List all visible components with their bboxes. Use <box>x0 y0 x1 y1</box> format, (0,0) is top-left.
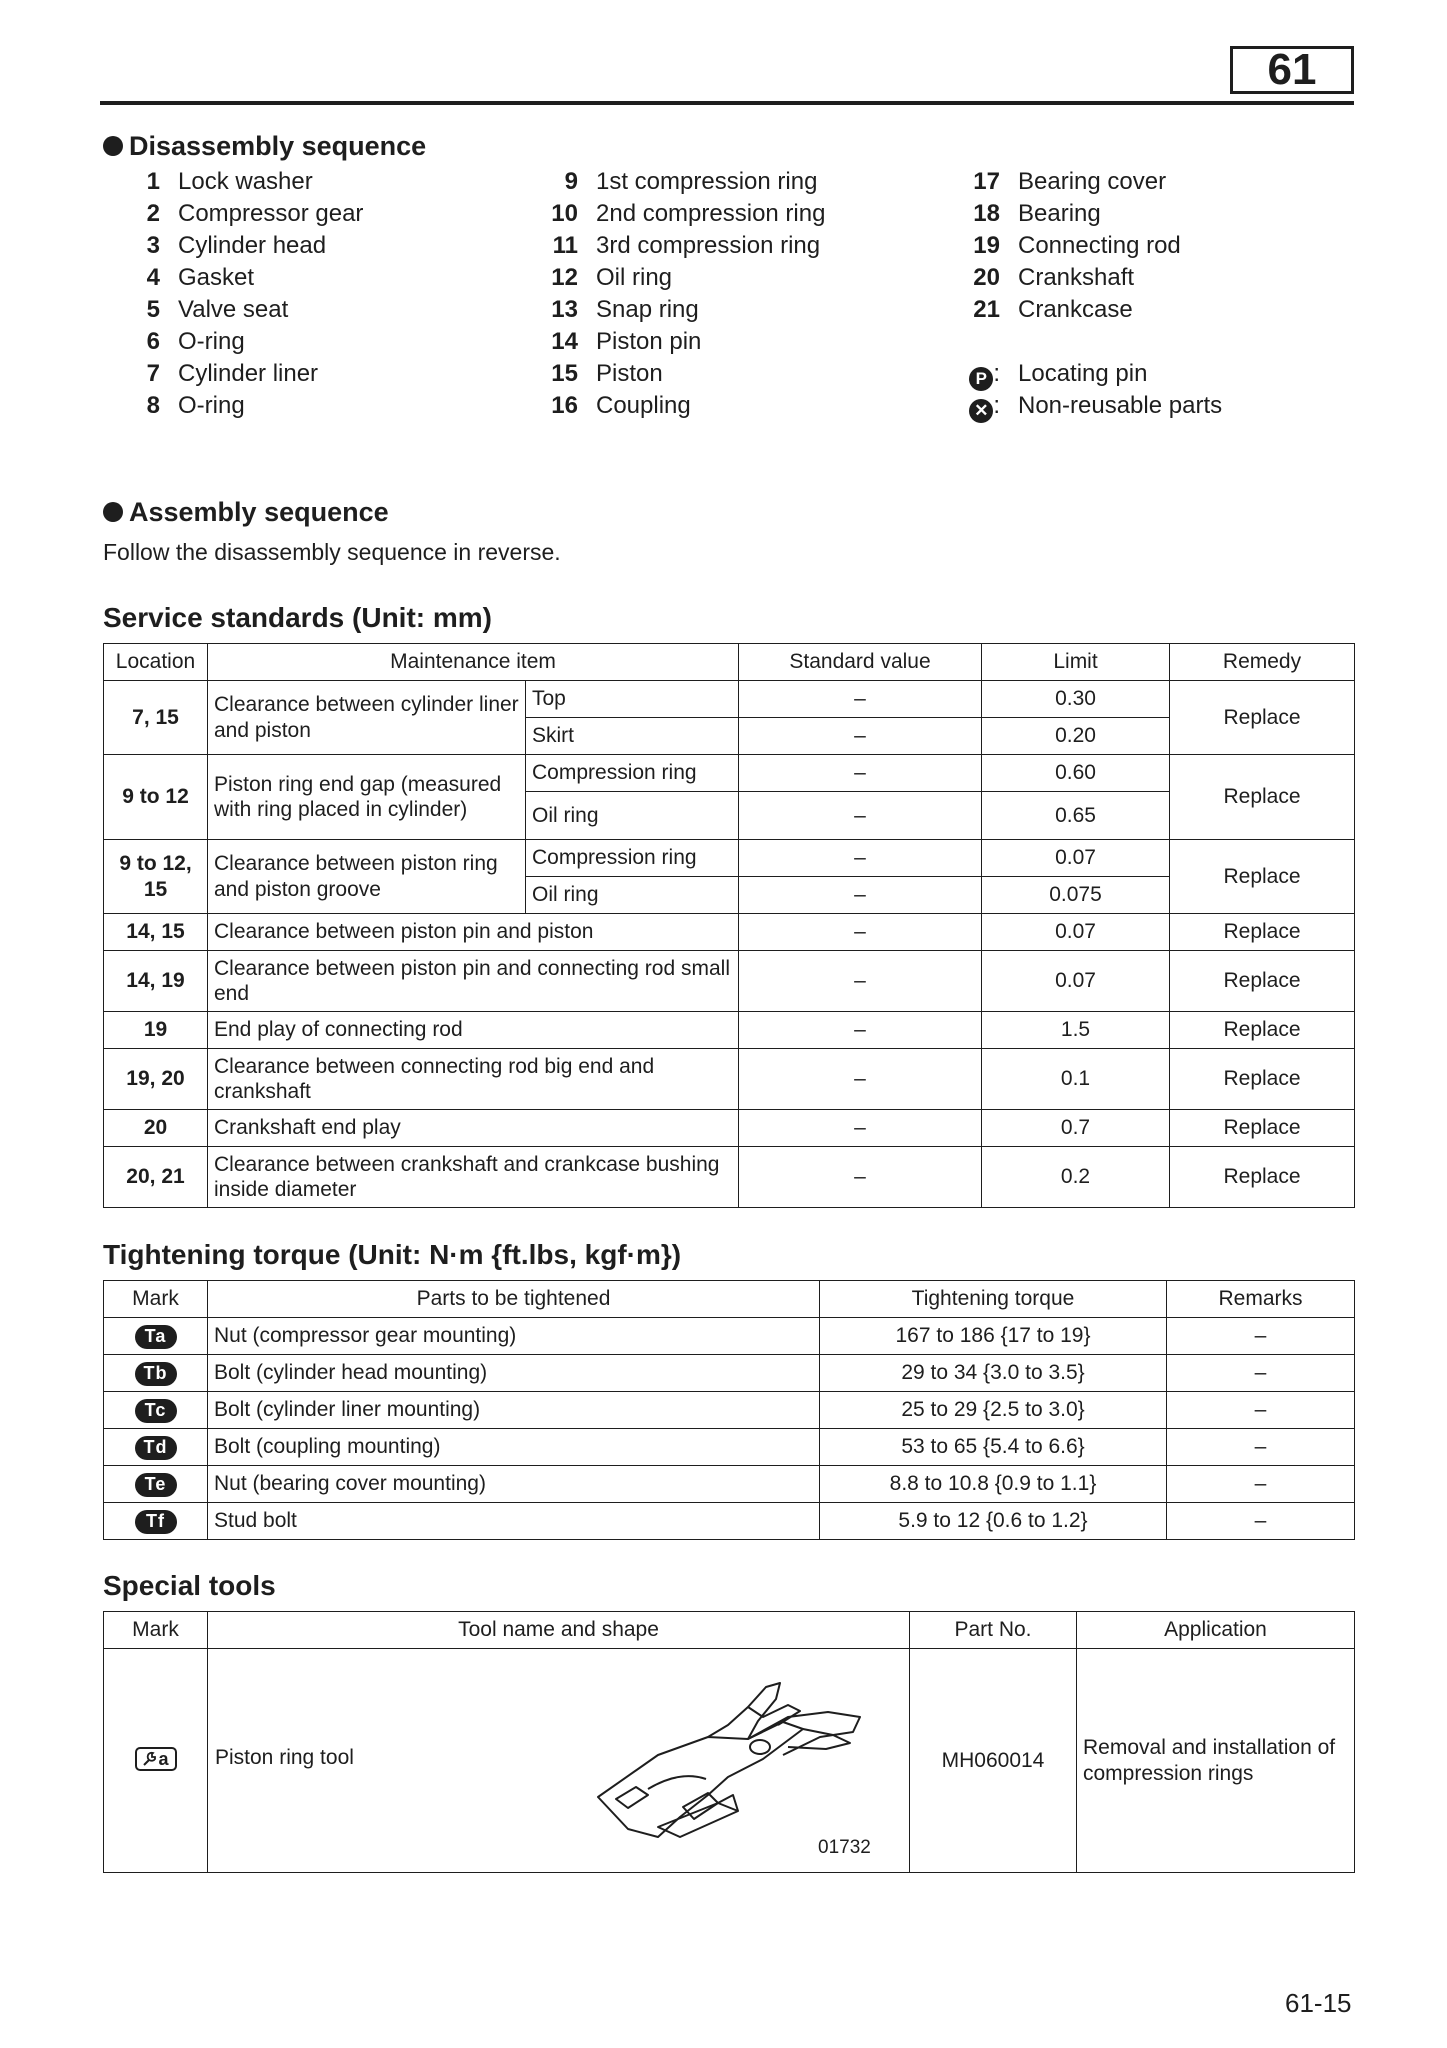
table-header-row: Mark Parts to be tightened Tightening torque Remarks <box>104 1281 1355 1318</box>
table-row: Oil ring – 0.65 <box>104 792 1355 840</box>
page-number: 61 <box>1267 45 1317 94</box>
list-item: 5 Valve seat <box>146 296 289 323</box>
assembly-heading: Assembly sequence <box>103 497 389 528</box>
list-item: 2 Compressor gear <box>146 200 364 227</box>
list-item: 12 Oil ring <box>551 264 673 291</box>
wrench-icon <box>142 1751 158 1767</box>
table-header-row: Location Maintenance item Standard value Limit Remedy <box>104 644 1355 681</box>
legend-non-reusable: ✕ : Non-reusable parts <box>960 390 1222 422</box>
list-item: 9 1st compression ring <box>564 168 818 195</box>
table-row: Tf Stud bolt 5.9 to 12 {0.6 to 1.2} – <box>104 1503 1355 1540</box>
list-item: 4 Gasket <box>146 264 255 291</box>
special-tools-table <box>103 1611 1355 1873</box>
torque-mark-icon: Te <box>135 1473 177 1497</box>
list-item: 6 O-ring <box>146 328 245 355</box>
table-row: Tb Bolt (cylinder head mounting) 29 to 34 {3.0 to 3.5} – <box>104 1355 1355 1392</box>
list-item: 8 O-ring <box>146 392 245 419</box>
torque-mark-icon: Tc <box>135 1399 177 1423</box>
table-row: Ta Nut (compressor gear mounting) 167 to 186 {17 to 19} – <box>104 1318 1355 1355</box>
special-tool-icon: a <box>135 1747 177 1771</box>
list-item: 19 Connecting rod <box>973 232 1181 259</box>
table-row: 14, 19 Clearance between piston pin and connecting rod small end – 0.07 Replace <box>104 951 1355 1012</box>
table-row: 9 to 12 Piston ring end gap (measured with ring placed in cylinder) Compression ring – 0.60 Replace <box>104 755 1355 792</box>
special-tools-heading: Special tools <box>103 1570 276 1601</box>
disassembly-column-3 <box>960 166 1222 422</box>
non-reusable-icon: ✕ <box>969 399 993 423</box>
service-standards-heading: Service standards (Unit: mm) <box>103 602 492 633</box>
table-row: 19, 20 Clearance between connecting rod big end and crankshaft – 0.1 Replace <box>104 1049 1355 1110</box>
table-row: Oil ring – 0.075 <box>104 877 1355 914</box>
header-rule <box>100 101 1354 105</box>
list-item: 15 Piston <box>551 360 663 387</box>
assembly-text: Follow the disassembly sequence in reverse. <box>103 539 561 565</box>
table-row: 20, 21 Clearance between crankshaft and crankcase bushing inside diameter – 0.2 Replace <box>104 1147 1355 1208</box>
page-footer: 61-15 <box>1285 1988 1352 2018</box>
page-number-box <box>1230 46 1354 94</box>
tightening-torque-heading: Tightening torque (Unit: N·m {ft.lbs, kgf·m}) <box>103 1239 682 1270</box>
disassembly-heading: Disassembly sequence <box>103 131 426 162</box>
figure-number: 01732 <box>818 1837 871 1858</box>
table-row: 14, 15 Clearance between piston pin and piston – 0.07 Replace <box>104 914 1355 951</box>
table-row: Tc Bolt (cylinder liner mounting) 25 to 29 {2.5 to 3.0} – <box>104 1392 1355 1429</box>
table-row: 19 End play of connecting rod – 1.5 Replace <box>104 1012 1355 1049</box>
list-item: 17 Bearing cover <box>973 168 1167 195</box>
disassembly-column-2 <box>538 166 825 422</box>
list-item: 11 3rd compression ring <box>552 232 821 259</box>
table-row: Td Bolt (coupling mounting) 53 to 65 {5.4 to 6.6} – <box>104 1429 1355 1466</box>
disassembly-column-1 <box>128 166 363 422</box>
table-header-row: Mark Tool name and shape Part No. Application <box>104 1612 1355 1649</box>
table-row: 7, 15 Clearance between cylinder liner and piston Top – 0.30 Replace <box>104 681 1355 718</box>
torque-mark-icon: Td <box>135 1436 177 1460</box>
table-row: 20 Crankshaft end play – 0.7 Replace <box>104 1110 1355 1147</box>
list-item: 18 Bearing <box>973 200 1101 227</box>
torque-mark-icon: Tb <box>135 1362 177 1386</box>
list-spacer <box>960 326 1222 358</box>
list-item: 21 Crankcase <box>973 296 1133 323</box>
bullet-icon <box>103 502 123 522</box>
list-item: 7 Cylinder liner <box>146 360 319 387</box>
table-row: Skirt – 0.20 <box>104 718 1355 755</box>
table-row: a Piston ring tool 01732 MH060014 Removal and installation of compression rings <box>104 1649 1355 1873</box>
list-item: 10 2nd compression ring <box>551 200 826 227</box>
torque-mark-icon: Tf <box>135 1510 177 1534</box>
bullet-icon <box>103 136 123 156</box>
legend-locating-pin: P : Locating pin <box>960 358 1222 390</box>
locating-pin-icon: P <box>969 367 993 391</box>
table-row: 9 to 12, 15 Clearance between piston ring and piston groove Compression ring – 0.07 Replace <box>104 840 1355 877</box>
tightening-torque-table <box>103 1280 1355 1540</box>
torque-mark-icon: Ta <box>135 1325 177 1349</box>
tool-name: Piston ring tool <box>215 1746 354 1769</box>
list-item: 14 Piston pin <box>551 328 702 355</box>
list-item: 13 Snap ring <box>551 296 699 323</box>
piston-ring-tool-illustration <box>588 1677 878 1847</box>
table-row: Te Nut (bearing cover mounting) 8.8 to 10.8 {0.9 to 1.1} – <box>104 1466 1355 1503</box>
list-item: 3 Cylinder head <box>146 232 327 259</box>
list-item: 20 Crankshaft <box>973 264 1135 291</box>
list-item: 1 Lock washer <box>146 168 313 195</box>
service-standards-table <box>103 643 1355 1208</box>
list-item: 16 Coupling <box>551 392 691 419</box>
